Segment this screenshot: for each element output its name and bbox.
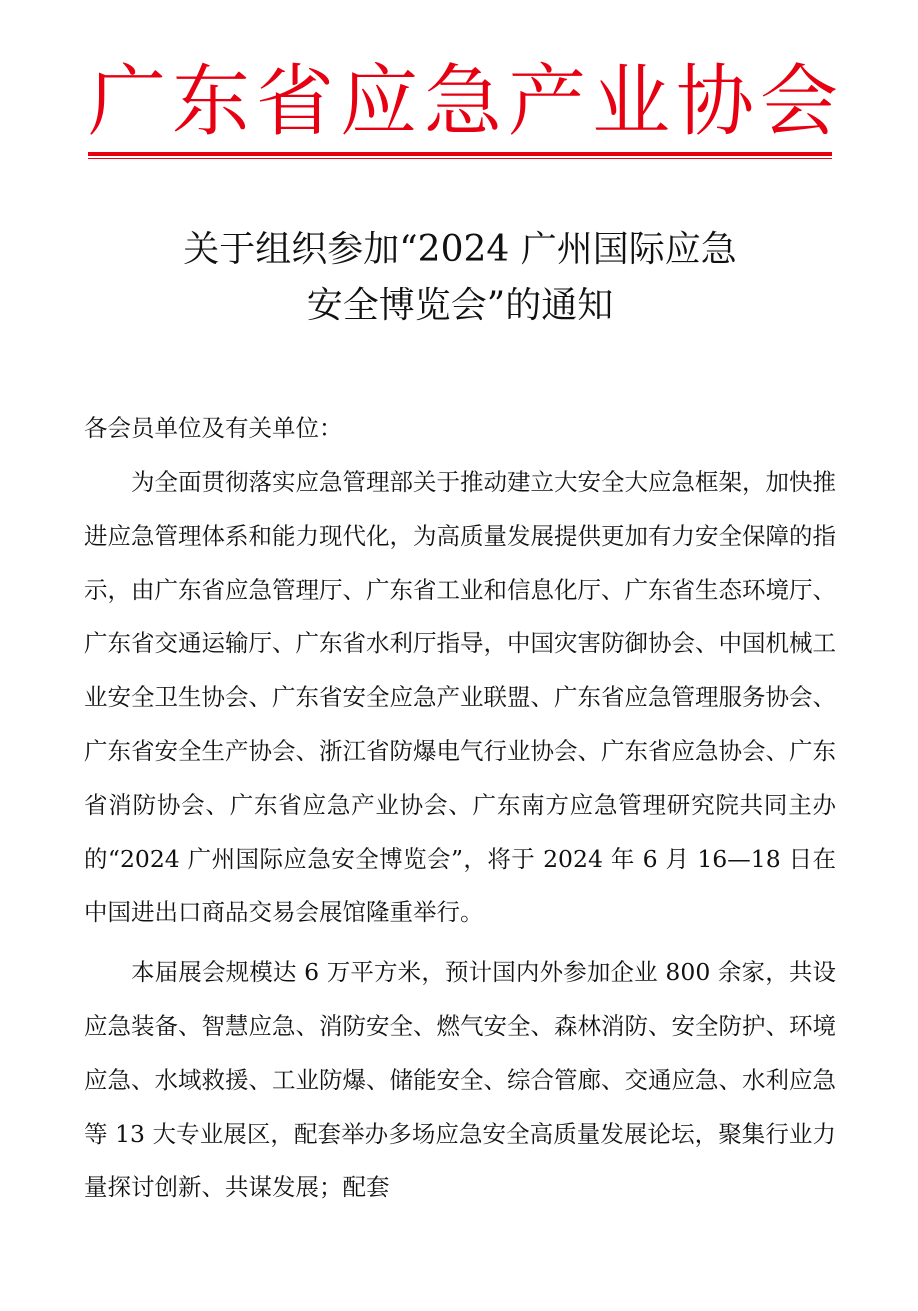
notice-title	[88, 222, 832, 334]
body-paragraph-1: 为全面贯彻落实应急管理部关于推动建立大安全大应急框架，加快推进应急管理体系和能力现代化，为高质量发展提供更加有力安全保障的指示，由广东省应急管理厅、广东省工业和信息化厅、广东省生态环境厅、广东省交通运输厅、广东省水利厅指导，中国灾害防御协会、中国机械工业安全卫生协会、广东省安全应急产业联盟、广东省应急管理服务协会、广东省安全生产协会、浙江省防爆电气行业协会、广东省应急协会、广东省消防协会、广东省应急产业协会、广东南方应急管理研究院共同主办的“2024 广州国际应急安全博览会”，将于 2024 年 6 月 16—18 日在中国进出口商品交易会展馆隆重举行。	[84, 468, 836, 927]
notice-title-line-2: 安全博览会”的通知	[306, 285, 614, 326]
letterhead-org-name: 广东省应急产业协会	[88, 57, 845, 147]
salutation: 各会员单位及有关单位：	[84, 414, 343, 442]
notice-title-line-1: 关于组织参加“2024 广州国际应急	[183, 229, 737, 270]
letterhead-rule-thick	[88, 152, 832, 156]
notice-body	[84, 400, 836, 1215]
body-paragraph-2: 本届展会规模达 6 万平方米，预计国内外参加企业 800 余家，共设应急装备、智慧应急、消防安全、燃气安全、森林消防、安全防护、环境应急、水域救援、工业防爆、储能安全、综合管廊、交通应急、水利应急等 13 大专业展区，配套举办多场应急安全高质量发展论坛，聚集行业力量探讨创新、共谋发展；配套	[84, 958, 836, 1202]
letterhead-rule-thin	[88, 158, 832, 159]
